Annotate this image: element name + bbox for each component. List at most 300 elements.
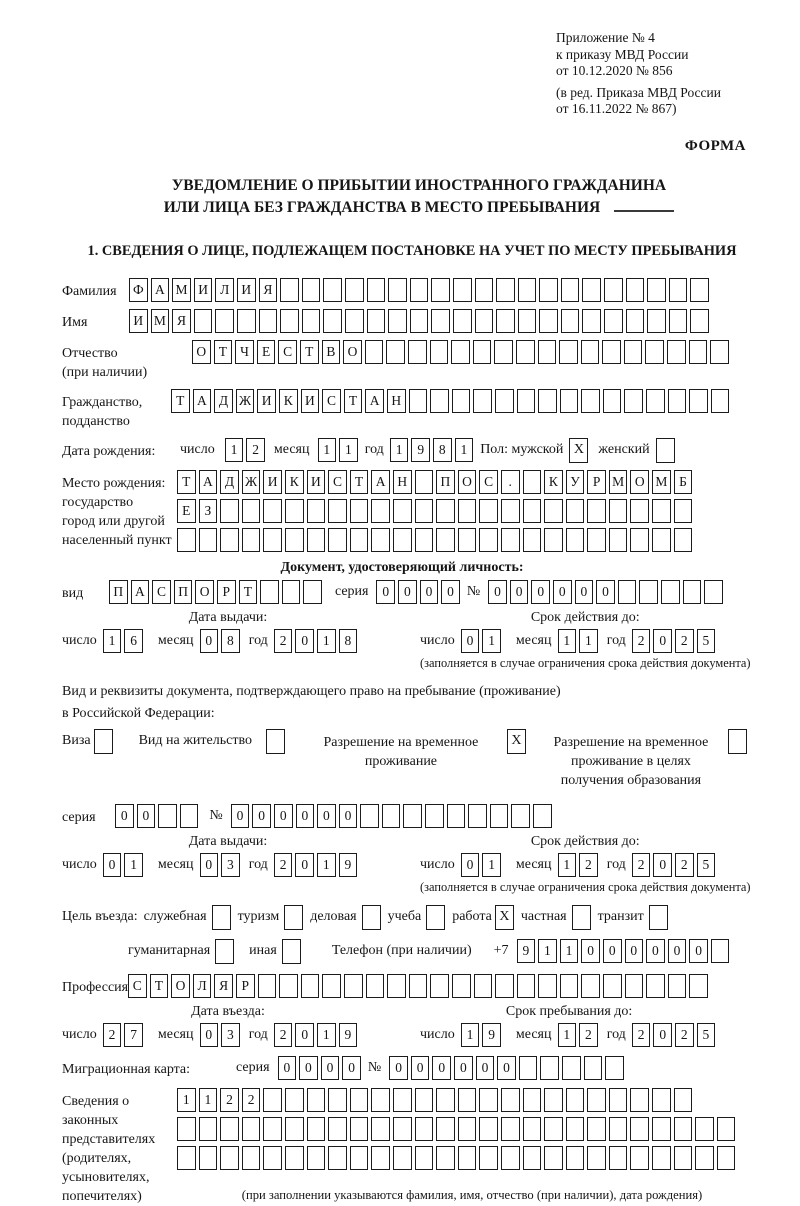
char-cell[interactable] (436, 1146, 455, 1170)
char-cell[interactable] (647, 278, 666, 302)
char-cell[interactable] (517, 974, 536, 998)
char-cell[interactable] (544, 528, 563, 552)
char-cell[interactable]: А (365, 389, 384, 413)
char-cell[interactable]: 0 (200, 853, 219, 877)
char-cell[interactable]: 2 (274, 1023, 293, 1047)
char-cell[interactable]: 0 (420, 580, 439, 604)
char-cell[interactable]: 2 (274, 629, 293, 653)
char-cell[interactable] (523, 528, 542, 552)
char-cell[interactable] (458, 1117, 477, 1141)
char-cell[interactable]: 1 (455, 438, 474, 462)
char-cell[interactable] (285, 499, 304, 523)
char-cell[interactable] (690, 309, 709, 333)
char-cell[interactable] (674, 1117, 693, 1141)
char-cell[interactable] (523, 499, 542, 523)
type-temp-residence-checkbox[interactable]: X (507, 729, 526, 754)
char-cell[interactable] (479, 1146, 498, 1170)
char-cell[interactable] (560, 389, 579, 413)
char-cell[interactable] (669, 278, 688, 302)
char-cell[interactable] (562, 1056, 581, 1080)
char-cell[interactable]: 0 (103, 853, 122, 877)
char-cell[interactable] (609, 528, 628, 552)
char-cell[interactable]: Т (171, 389, 190, 413)
char-cell[interactable] (523, 470, 542, 494)
char-cell[interactable]: 0 (603, 939, 622, 963)
char-cell[interactable] (479, 499, 498, 523)
char-cell[interactable]: А (131, 580, 150, 604)
char-cell[interactable] (410, 309, 429, 333)
char-cell[interactable] (581, 389, 600, 413)
char-cell[interactable] (475, 278, 494, 302)
char-cell[interactable] (626, 278, 645, 302)
char-cell[interactable] (303, 580, 322, 604)
char-cell[interactable] (371, 1088, 390, 1112)
char-cell[interactable] (415, 499, 434, 523)
char-cell[interactable]: 0 (441, 580, 460, 604)
char-cell[interactable] (425, 804, 444, 828)
char-cell[interactable]: 0 (596, 580, 615, 604)
char-cell[interactable]: О (630, 470, 649, 494)
char-cell[interactable] (242, 1146, 261, 1170)
char-cell[interactable]: Ч (235, 340, 254, 364)
char-cell[interactable]: 0 (231, 804, 250, 828)
char-cell[interactable]: О (192, 340, 211, 364)
char-cell[interactable]: 0 (510, 580, 529, 604)
char-cell[interactable] (639, 580, 658, 604)
char-cell[interactable] (501, 1088, 520, 1112)
char-cell[interactable] (668, 974, 687, 998)
char-cell[interactable]: А (151, 278, 170, 302)
char-cell[interactable] (263, 528, 282, 552)
char-cell[interactable] (350, 499, 369, 523)
char-cell[interactable]: 1 (538, 939, 557, 963)
char-cell[interactable]: 0 (625, 939, 644, 963)
char-cell[interactable] (388, 309, 407, 333)
char-cell[interactable] (259, 309, 278, 333)
char-cell[interactable]: 2 (579, 1023, 598, 1047)
char-cell[interactable] (544, 1088, 563, 1112)
type-temp-residence-education-checkbox[interactable] (728, 729, 747, 754)
char-cell[interactable]: З (199, 499, 218, 523)
char-cell[interactable]: 0 (575, 580, 594, 604)
char-cell[interactable]: Н (387, 389, 406, 413)
char-cell[interactable]: 2 (675, 629, 694, 653)
char-cell[interactable] (566, 1117, 585, 1141)
char-cell[interactable]: О (171, 974, 190, 998)
char-cell[interactable] (538, 340, 557, 364)
char-cell[interactable]: 1 (318, 438, 337, 462)
char-cell[interactable] (604, 309, 623, 333)
char-cell[interactable] (415, 1117, 434, 1141)
char-cell[interactable]: И (194, 278, 213, 302)
char-cell[interactable]: Т (239, 580, 258, 604)
char-cell[interactable] (344, 974, 363, 998)
char-cell[interactable] (322, 974, 341, 998)
char-cell[interactable] (177, 528, 196, 552)
char-cell[interactable] (199, 1117, 218, 1141)
char-cell[interactable] (350, 1146, 369, 1170)
char-cell[interactable] (371, 499, 390, 523)
char-cell[interactable]: 0 (321, 1056, 340, 1080)
char-cell[interactable]: 0 (389, 1056, 408, 1080)
char-cell[interactable]: 1 (558, 1023, 577, 1047)
char-cell[interactable] (194, 309, 213, 333)
char-cell[interactable]: 3 (221, 1023, 240, 1047)
char-cell[interactable] (328, 499, 347, 523)
char-cell[interactable]: Т (214, 340, 233, 364)
char-cell[interactable] (605, 1056, 624, 1080)
char-cell[interactable]: 0 (689, 939, 708, 963)
char-cell[interactable]: 1 (461, 1023, 480, 1047)
char-cell[interactable] (323, 309, 342, 333)
char-cell[interactable]: 1 (103, 629, 122, 653)
char-cell[interactable] (242, 528, 261, 552)
char-cell[interactable]: 0 (339, 804, 358, 828)
char-cell[interactable] (587, 1117, 606, 1141)
char-cell[interactable] (584, 1056, 603, 1080)
char-cell[interactable] (453, 278, 472, 302)
char-cell[interactable] (415, 470, 434, 494)
char-cell[interactable]: Д (220, 470, 239, 494)
char-cell[interactable]: У (566, 470, 585, 494)
char-cell[interactable]: М (652, 470, 671, 494)
char-cell[interactable]: 5 (697, 853, 716, 877)
char-cell[interactable] (581, 340, 600, 364)
char-cell[interactable] (307, 1117, 326, 1141)
char-cell[interactable] (479, 528, 498, 552)
char-cell[interactable] (624, 340, 643, 364)
char-cell[interactable] (410, 278, 429, 302)
char-cell[interactable] (645, 340, 664, 364)
char-cell[interactable] (328, 1088, 347, 1112)
char-cell[interactable]: 0 (295, 1023, 314, 1047)
char-cell[interactable]: Л (193, 974, 212, 998)
char-cell[interactable] (280, 309, 299, 333)
char-cell[interactable]: 9 (339, 853, 358, 877)
char-cell[interactable] (652, 1088, 671, 1112)
char-cell[interactable]: Т (350, 470, 369, 494)
char-cell[interactable]: 0 (274, 804, 293, 828)
char-cell[interactable] (382, 804, 401, 828)
char-cell[interactable] (717, 1117, 736, 1141)
char-cell[interactable] (436, 1088, 455, 1112)
char-cell[interactable]: К (544, 470, 563, 494)
char-cell[interactable] (669, 309, 688, 333)
char-cell[interactable]: 0 (317, 804, 336, 828)
char-cell[interactable] (566, 1088, 585, 1112)
char-cell[interactable]: 2 (242, 1088, 261, 1112)
char-cell[interactable] (501, 499, 520, 523)
char-cell[interactable] (630, 1088, 649, 1112)
char-cell[interactable] (453, 309, 472, 333)
char-cell[interactable]: 1 (124, 853, 143, 877)
char-cell[interactable] (328, 528, 347, 552)
char-cell[interactable]: С (152, 580, 171, 604)
char-cell[interactable] (263, 1088, 282, 1112)
char-cell[interactable] (475, 309, 494, 333)
char-cell[interactable] (518, 309, 537, 333)
char-cell[interactable] (345, 278, 364, 302)
char-cell[interactable]: Б (674, 470, 693, 494)
char-cell[interactable]: Ж (236, 389, 255, 413)
char-cell[interactable] (393, 1146, 412, 1170)
char-cell[interactable] (710, 340, 729, 364)
purpose-study-checkbox[interactable] (426, 905, 445, 930)
char-cell[interactable] (587, 1088, 606, 1112)
char-cell[interactable] (436, 1117, 455, 1141)
char-cell[interactable]: И (263, 470, 282, 494)
char-cell[interactable] (540, 1056, 559, 1080)
char-cell[interactable] (630, 1117, 649, 1141)
char-cell[interactable]: 1 (317, 853, 336, 877)
char-cell[interactable] (367, 309, 386, 333)
char-cell[interactable] (409, 974, 428, 998)
char-cell[interactable] (704, 580, 723, 604)
char-cell[interactable] (674, 528, 693, 552)
char-cell[interactable] (436, 499, 455, 523)
char-cell[interactable]: Д (214, 389, 233, 413)
char-cell[interactable] (199, 1146, 218, 1170)
char-cell[interactable] (496, 309, 515, 333)
char-cell[interactable] (683, 580, 702, 604)
char-cell[interactable] (177, 1117, 196, 1141)
char-cell[interactable] (581, 974, 600, 998)
char-cell[interactable] (646, 389, 665, 413)
char-cell[interactable] (430, 340, 449, 364)
char-cell[interactable] (393, 1088, 412, 1112)
char-cell[interactable] (285, 1146, 304, 1170)
char-cell[interactable] (618, 580, 637, 604)
purpose-commercial-checkbox[interactable] (362, 905, 381, 930)
char-cell[interactable]: 8 (433, 438, 452, 462)
char-cell[interactable]: 0 (461, 629, 480, 653)
char-cell[interactable] (458, 1088, 477, 1112)
char-cell[interactable]: Е (257, 340, 276, 364)
char-cell[interactable] (626, 309, 645, 333)
char-cell[interactable]: 0 (398, 580, 417, 604)
char-cell[interactable]: К (279, 389, 298, 413)
char-cell[interactable]: 2 (103, 1023, 122, 1047)
char-cell[interactable]: 2 (220, 1088, 239, 1112)
char-cell[interactable]: И (257, 389, 276, 413)
char-cell[interactable]: 0 (531, 580, 550, 604)
char-cell[interactable]: 0 (200, 1023, 219, 1047)
char-cell[interactable] (490, 804, 509, 828)
char-cell[interactable] (582, 309, 601, 333)
char-cell[interactable] (386, 340, 405, 364)
char-cell[interactable] (458, 1146, 477, 1170)
char-cell[interactable]: 3 (221, 853, 240, 877)
char-cell[interactable] (431, 278, 450, 302)
char-cell[interactable] (371, 1117, 390, 1141)
char-cell[interactable]: 0 (653, 853, 672, 877)
char-cell[interactable] (582, 278, 601, 302)
char-cell[interactable]: Я (172, 309, 191, 333)
char-cell[interactable]: И (301, 389, 320, 413)
char-cell[interactable]: Р (236, 974, 255, 998)
char-cell[interactable] (474, 974, 493, 998)
char-cell[interactable] (279, 974, 298, 998)
char-cell[interactable] (280, 278, 299, 302)
char-cell[interactable]: 0 (411, 1056, 430, 1080)
char-cell[interactable]: 2 (632, 853, 651, 877)
char-cell[interactable] (350, 528, 369, 552)
char-cell[interactable]: 9 (339, 1023, 358, 1047)
char-cell[interactable] (285, 1117, 304, 1141)
char-cell[interactable] (496, 278, 515, 302)
char-cell[interactable] (646, 974, 665, 998)
char-cell[interactable]: О (458, 470, 477, 494)
purpose-business-checkbox[interactable] (212, 905, 231, 930)
char-cell[interactable]: . (501, 470, 520, 494)
char-cell[interactable] (630, 499, 649, 523)
char-cell[interactable]: Ж (242, 470, 261, 494)
char-cell[interactable] (661, 580, 680, 604)
char-cell[interactable] (566, 1146, 585, 1170)
char-cell[interactable]: 2 (632, 629, 651, 653)
char-cell[interactable] (302, 309, 321, 333)
char-cell[interactable] (258, 974, 277, 998)
char-cell[interactable]: Т (344, 389, 363, 413)
char-cell[interactable] (180, 804, 199, 828)
char-cell[interactable]: 9 (482, 1023, 501, 1047)
char-cell[interactable]: 0 (461, 853, 480, 877)
char-cell[interactable]: 0 (278, 1056, 297, 1080)
char-cell[interactable]: И (237, 278, 256, 302)
char-cell[interactable] (307, 528, 326, 552)
char-cell[interactable] (387, 974, 406, 998)
char-cell[interactable] (587, 499, 606, 523)
char-cell[interactable]: 0 (454, 1056, 473, 1080)
char-cell[interactable] (518, 278, 537, 302)
char-cell[interactable]: А (193, 389, 212, 413)
char-cell[interactable]: 1 (339, 438, 358, 462)
char-cell[interactable]: 1 (390, 438, 409, 462)
char-cell[interactable]: 0 (299, 1056, 318, 1080)
char-cell[interactable]: 0 (497, 1056, 516, 1080)
char-cell[interactable]: И (129, 309, 148, 333)
char-cell[interactable]: С (278, 340, 297, 364)
char-cell[interactable]: М (151, 309, 170, 333)
purpose-work-checkbox[interactable]: X (495, 905, 514, 930)
char-cell[interactable] (501, 1117, 520, 1141)
char-cell[interactable] (220, 499, 239, 523)
char-cell[interactable] (367, 278, 386, 302)
char-cell[interactable] (307, 499, 326, 523)
char-cell[interactable]: 0 (553, 580, 572, 604)
char-cell[interactable]: 0 (476, 1056, 495, 1080)
char-cell[interactable] (431, 309, 450, 333)
char-cell[interactable]: 0 (296, 804, 315, 828)
char-cell[interactable]: Е (177, 499, 196, 523)
char-cell[interactable] (307, 1146, 326, 1170)
char-cell[interactable]: Н (393, 470, 412, 494)
char-cell[interactable] (393, 1117, 412, 1141)
char-cell[interactable] (473, 340, 492, 364)
char-cell[interactable] (282, 580, 301, 604)
char-cell[interactable] (430, 389, 449, 413)
char-cell[interactable] (625, 974, 644, 998)
char-cell[interactable] (647, 309, 666, 333)
char-cell[interactable] (544, 499, 563, 523)
char-cell[interactable]: О (195, 580, 214, 604)
char-cell[interactable] (604, 278, 623, 302)
char-cell[interactable]: 0 (295, 629, 314, 653)
char-cell[interactable]: 9 (517, 939, 536, 963)
char-cell[interactable] (328, 1117, 347, 1141)
char-cell[interactable] (559, 340, 578, 364)
char-cell[interactable] (519, 1056, 538, 1080)
char-cell[interactable] (523, 1117, 542, 1141)
char-cell[interactable]: 2 (632, 1023, 651, 1047)
char-cell[interactable]: 1 (558, 629, 577, 653)
char-cell[interactable] (415, 528, 434, 552)
char-cell[interactable] (177, 1146, 196, 1170)
char-cell[interactable] (302, 278, 321, 302)
char-cell[interactable]: 7 (124, 1023, 143, 1047)
char-cell[interactable] (538, 974, 557, 998)
char-cell[interactable] (695, 1146, 714, 1170)
char-cell[interactable]: С (328, 470, 347, 494)
char-cell[interactable] (668, 389, 687, 413)
char-cell[interactable]: А (199, 470, 218, 494)
char-cell[interactable]: М (609, 470, 628, 494)
char-cell[interactable] (393, 499, 412, 523)
type-visa-checkbox[interactable] (94, 729, 113, 754)
char-cell[interactable] (561, 309, 580, 333)
char-cell[interactable] (495, 389, 514, 413)
char-cell[interactable]: Т (150, 974, 169, 998)
char-cell[interactable]: 1 (482, 629, 501, 653)
char-cell[interactable] (523, 1146, 542, 1170)
char-cell[interactable]: 2 (579, 853, 598, 877)
char-cell[interactable] (307, 1088, 326, 1112)
char-cell[interactable]: 1 (225, 438, 244, 462)
char-cell[interactable] (674, 499, 693, 523)
char-cell[interactable] (388, 278, 407, 302)
char-cell[interactable]: 0 (653, 629, 672, 653)
char-cell[interactable] (242, 1117, 261, 1141)
char-cell[interactable]: Я (214, 974, 233, 998)
char-cell[interactable]: П (436, 470, 455, 494)
purpose-tourism-checkbox[interactable] (284, 905, 303, 930)
char-cell[interactable] (544, 1146, 563, 1170)
char-cell[interactable]: 2 (675, 853, 694, 877)
char-cell[interactable] (458, 499, 477, 523)
char-cell[interactable] (328, 1146, 347, 1170)
char-cell[interactable] (479, 1117, 498, 1141)
char-cell[interactable] (360, 804, 379, 828)
char-cell[interactable] (263, 499, 282, 523)
type-residence-permit-checkbox[interactable] (266, 729, 285, 754)
char-cell[interactable]: 8 (339, 629, 358, 653)
char-cell[interactable]: 1 (317, 629, 336, 653)
char-cell[interactable] (501, 1146, 520, 1170)
char-cell[interactable] (717, 1146, 736, 1170)
char-cell[interactable] (624, 389, 643, 413)
char-cell[interactable] (458, 528, 477, 552)
char-cell[interactable] (220, 1146, 239, 1170)
char-cell[interactable] (609, 499, 628, 523)
char-cell[interactable] (408, 340, 427, 364)
char-cell[interactable] (495, 974, 514, 998)
char-cell[interactable] (323, 278, 342, 302)
purpose-humanitarian-checkbox[interactable] (215, 939, 234, 964)
char-cell[interactable]: 0 (376, 580, 395, 604)
char-cell[interactable]: 0 (432, 1056, 451, 1080)
char-cell[interactable] (345, 309, 364, 333)
char-cell[interactable] (603, 974, 622, 998)
